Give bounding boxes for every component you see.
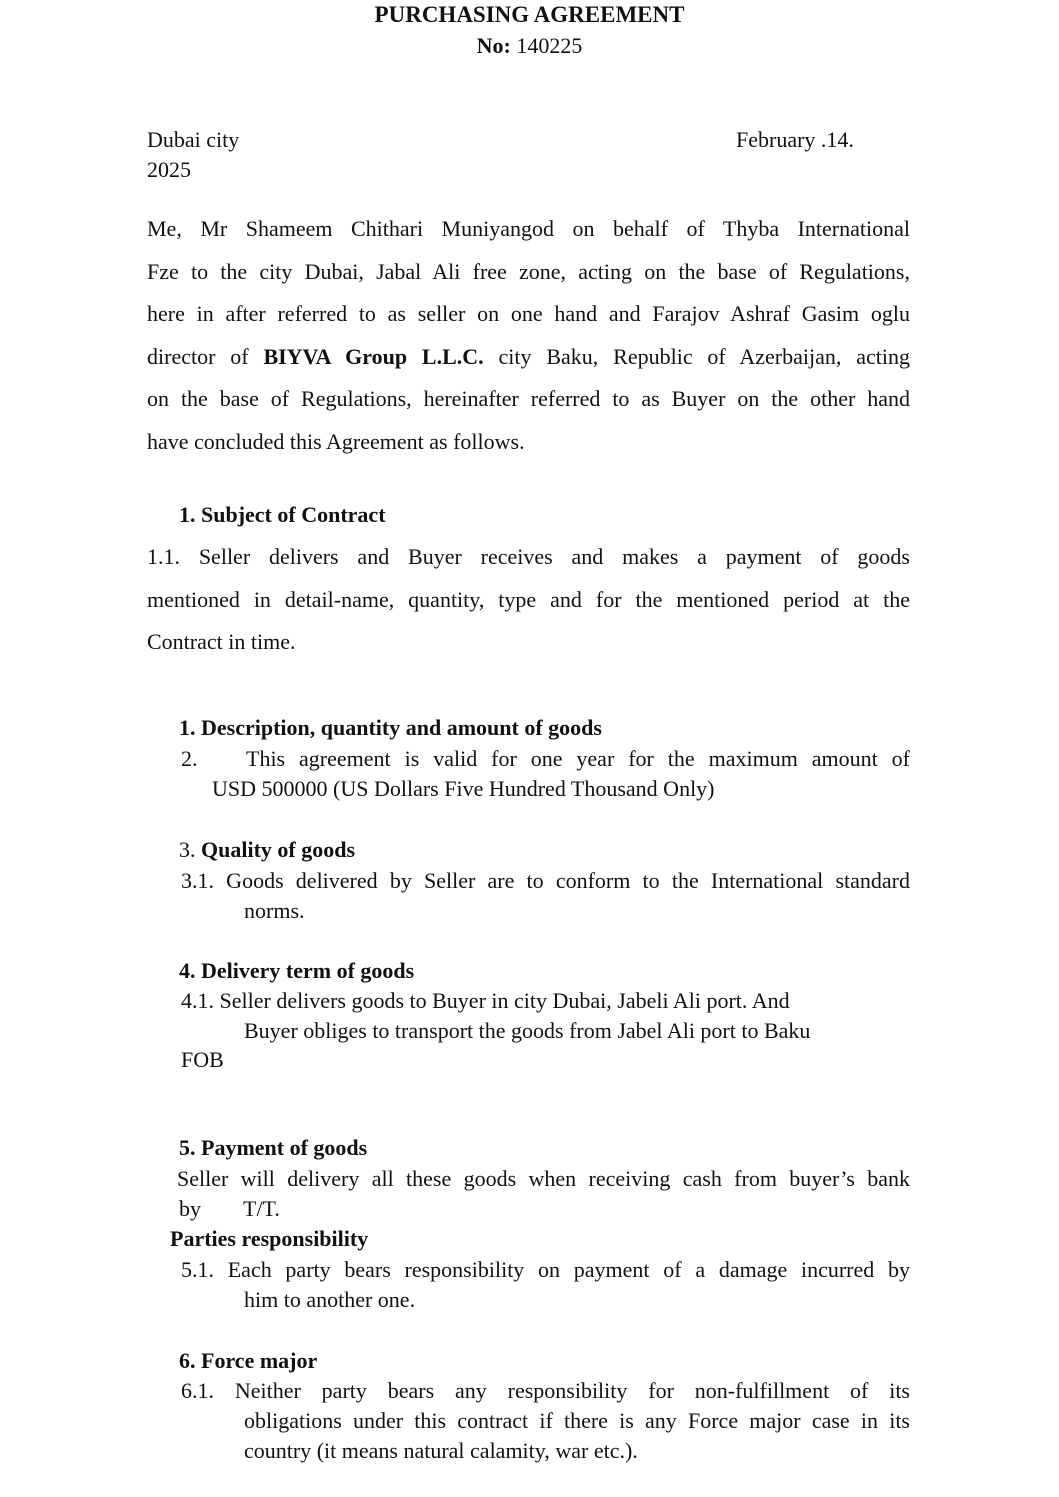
section-number: 3. xyxy=(179,837,201,862)
clause-2-line: USD 500000 (US Dollars Five Hundred Thousand Only) xyxy=(212,776,715,801)
clause-number: 2. xyxy=(181,746,198,771)
section-heading-payment: 5. Payment of goods xyxy=(179,1135,368,1160)
section-title: Quality of goods xyxy=(201,837,356,862)
intro-line: Me, Mr Shameem Chithari Muniyangod on behalf of Thyba International xyxy=(147,216,910,241)
section-heading-responsibility: Parties responsibility xyxy=(170,1226,369,1251)
intro-paragraph xyxy=(147,208,910,463)
payment-method: T/T. xyxy=(243,1196,280,1221)
intro-line: on the base of Regulations, hereinafter referred to as Buyer on the other hand xyxy=(147,386,910,411)
clause-3-1-line: norms. xyxy=(244,898,305,923)
section-1-line: mentioned in detail-name, quantity, type and for the mentioned period at the xyxy=(147,586,910,612)
agreement-number xyxy=(0,33,1059,59)
section-1-paragraph xyxy=(147,536,910,664)
intro-line: Fze to the city Dubai, Jabal Ali free zone, acting on the base of Regulations, xyxy=(147,258,910,284)
payment-line: Seller will delivery all these goods when receiving cash from buyer’s bank xyxy=(177,1166,910,1191)
clause-5-1-line: 5.1. Each party bears responsibility on payment of a damage incurred by xyxy=(181,1257,910,1282)
intro-text: city Baku, Republic of Azerbaijan, acting xyxy=(483,343,910,369)
section-heading-force-major: 6. Force major xyxy=(179,1348,318,1373)
payment-line: by xyxy=(179,1196,201,1221)
document-title: PURCHASING AGREEMENT xyxy=(374,2,685,27)
clause-6-1-line: country (it means natural calamity, war etc.). xyxy=(244,1438,638,1463)
intro-line xyxy=(147,336,910,379)
section-heading-subject: 1. Subject of Contract xyxy=(179,502,386,527)
agreement-number-value: 140225 xyxy=(516,33,583,58)
clause-4-1-line: 4.1. Seller delivers goods to Buyer in city Dubai, Jabeli Ali port. And xyxy=(181,988,790,1013)
place-date: February .14. xyxy=(736,127,854,152)
intro-line: have concluded this Agreement as follows. xyxy=(147,428,525,454)
clause-6-1-line: 6.1. Neither party bears any responsibility for non-fulfillment of its xyxy=(181,1378,910,1403)
section-heading-quality xyxy=(179,837,355,863)
clause-3-1-line: 3.1. Goods delivered by Seller are to conform to the International standard xyxy=(181,868,910,893)
buyer-company-name: BIYVA Group L.L.C. xyxy=(263,343,484,369)
section-heading-delivery: 4. Delivery term of goods xyxy=(179,958,415,983)
intro-text: director of xyxy=(147,343,264,369)
agreement-number-label: No: xyxy=(476,33,511,58)
section-1-line: Contract in time. xyxy=(147,629,296,654)
place-year: 2025 xyxy=(147,157,191,182)
section-heading-description: 1. Description, quantity and amount of goods xyxy=(179,715,602,740)
clause-4-1-line: Buyer obliges to transport the goods from Jabel Ali port to Baku xyxy=(244,1018,811,1043)
clause-6-1-line: obligations under this contract if there is any Force major case in its xyxy=(244,1408,910,1433)
clause-5-1-line: him to another one. xyxy=(244,1287,416,1312)
place-city: Dubai city xyxy=(147,127,240,152)
section-1-line: 1.1. Seller delivers and Buyer receives and makes a payment of goods xyxy=(147,544,910,569)
clause-4-1-line: FOB xyxy=(181,1047,224,1072)
clause-2-line: This agreement is valid for one year for the maximum amount of xyxy=(246,746,910,771)
intro-line: here in after referred to as seller on one hand and Farajov Ashraf Gasim oglu xyxy=(147,301,910,326)
